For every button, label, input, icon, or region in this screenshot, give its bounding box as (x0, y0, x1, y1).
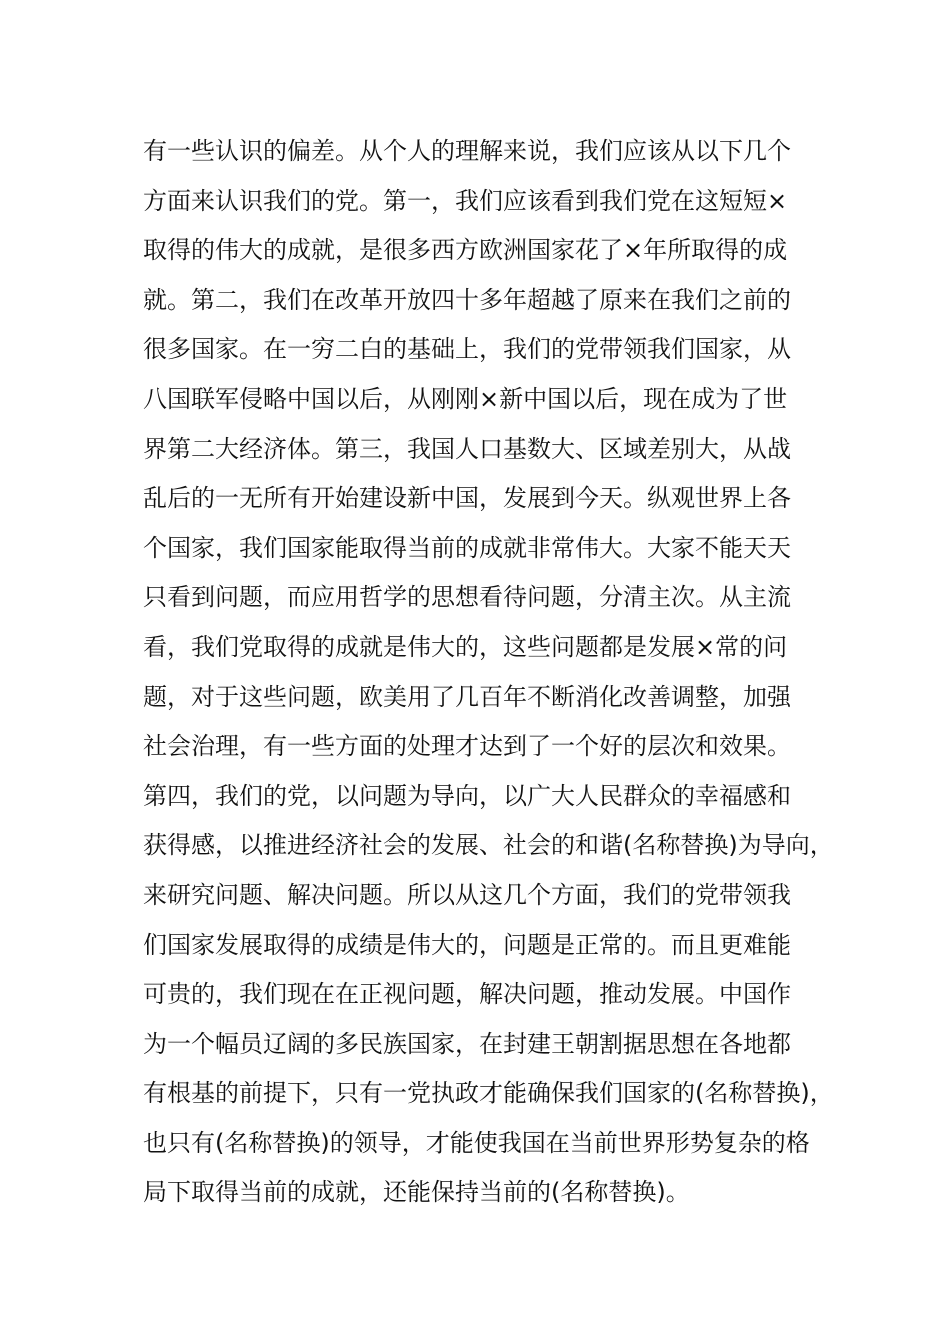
text-line: 来研究问题、解决问题。所以从这几个方面，我们的党带领我 (143, 880, 791, 909)
text-line: 看，我们党取得的成就是伟大的，这些问题都是发展×常的问 (143, 632, 788, 661)
text-line: 很多国家。在一穷二白的基础上，我们的党带领我们国家，从 (143, 335, 791, 364)
text-line: 们国家发展取得的成绩是伟大的，问题是正常的。而且更难能 (143, 930, 791, 959)
text-line: 第四，我们的党，以问题为导向，以广大人民群众的幸福感和 (143, 781, 791, 810)
text-line: 获得感，以推进经济社会的发展、社会的和谐(名称替换)为导向， (143, 831, 834, 860)
text-line: 个国家，我们国家能取得当前的成就非常伟大。大家不能天天 (143, 533, 791, 562)
text-line: 也只有(名称替换)的领导，才能使我国在当前世界形势复杂的格 (143, 1128, 810, 1157)
text-line: 题，对于这些问题，欧美用了几百年不断消化改善调整，加强 (143, 682, 791, 711)
text-line: 可贵的，我们现在在正视问题，解决问题，推动发展。中国作 (143, 980, 791, 1009)
text-line: 为一个幅员辽阔的多民族国家，在封建王朝割据思想在各地都 (143, 1029, 791, 1058)
text-line: 局下取得当前的成就，还能保持当前的(名称替换)。 (143, 1178, 690, 1207)
text-line: 界第二大经济体。第三，我国人口基数大、区域差别大，从战 (143, 434, 791, 463)
text-line: 八国联军侵略中国以后，从刚刚×新中国以后，现在成为了世 (143, 384, 788, 413)
text-line: 只看到问题，而应用哲学的思想看待问题，分清主次。从主流 (143, 583, 791, 612)
text-line: 乱后的一无所有开始建设新中国，发展到今天。纵观世界上各 (143, 484, 791, 513)
text-line: 社会治理，有一些方面的处理才达到了一个好的层次和效果。 (143, 732, 791, 761)
text-line: 有根基的前提下，只有一党执政才能确保我们国家的(名称替换)， (143, 1079, 834, 1108)
text-line: 有一些认识的偏差。从个人的理解来说，我们应该从以下几个 (143, 137, 791, 165)
text-line: 方面来认识我们的党。第一，我们应该看到我们党在这短短× (143, 186, 788, 215)
body-text (143, 127, 834, 1218)
text-line: 取得的伟大的成就，是很多西方欧洲国家花了×年所取得的成 (143, 236, 788, 265)
text-line: 就。第二，我们在改革开放四十多年超越了原来在我们之前的 (143, 285, 791, 314)
